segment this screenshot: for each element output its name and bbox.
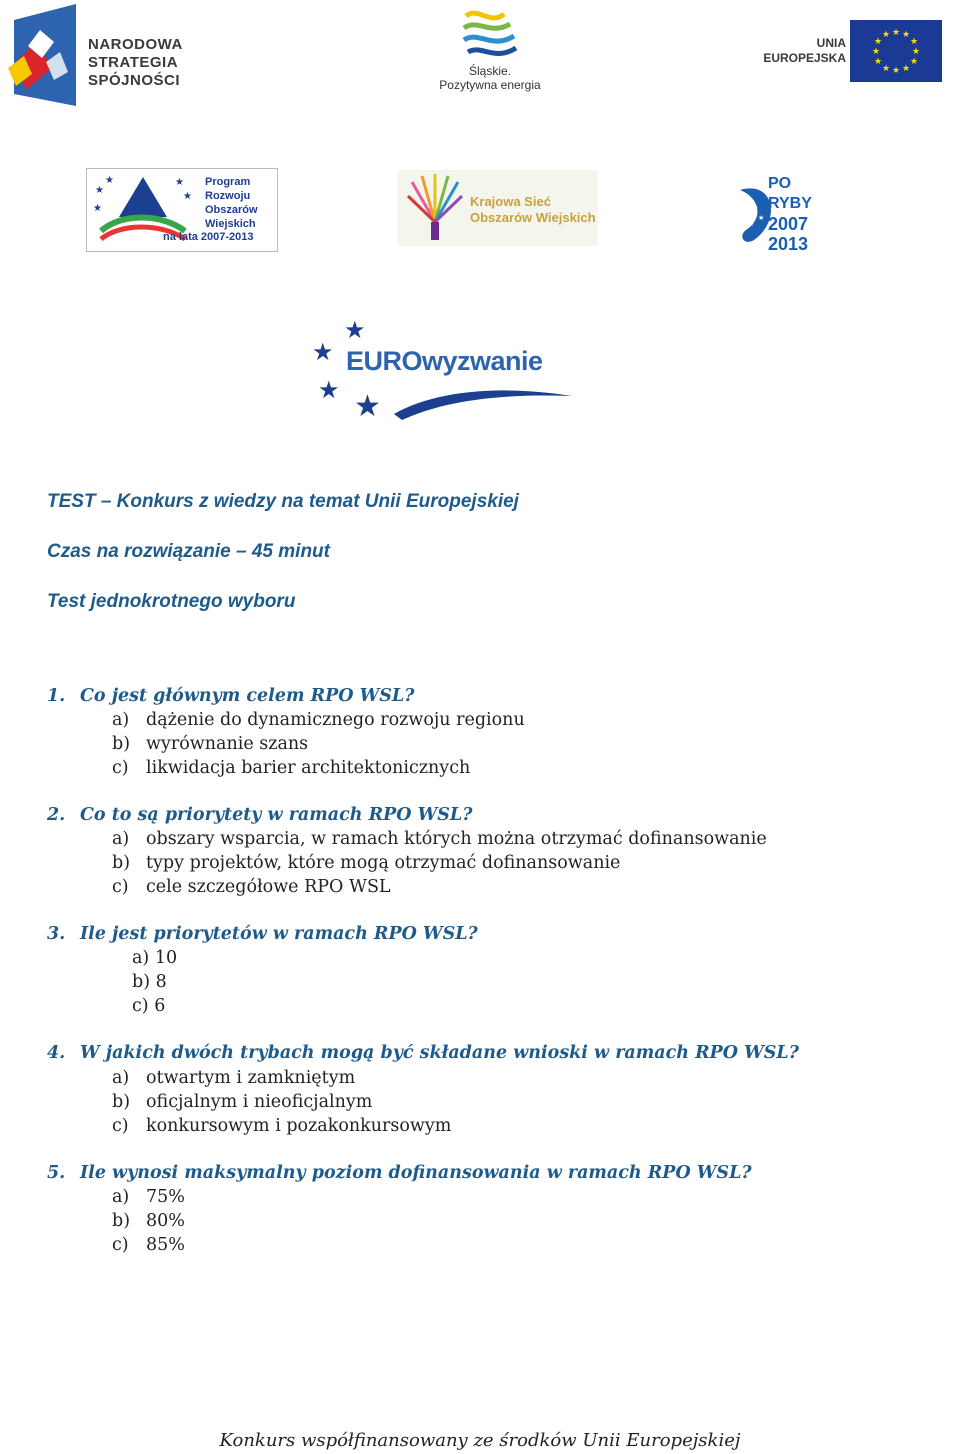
poryby-logo (734, 174, 830, 258)
answer-1a[interactable] (112, 710, 525, 730)
ksow-line2: Obszarów Wiejskich (470, 210, 596, 225)
footer-note: Konkurs współfinansowany ze środków Unii Europejskiej (219, 1430, 741, 1451)
answer-letter: a) (112, 829, 130, 849)
answer-text: oficjalnym i nieoficjalnym (146, 1092, 373, 1112)
question-text: Ile jest priorytetów w ramach RPO WSL? (80, 924, 478, 944)
question-number: 3. (47, 924, 66, 944)
eurowyzwanie-wordmark: EUROwyzwanie (346, 346, 543, 376)
svg-text:★: ★ (871, 47, 881, 57)
question-text: Ile wynosi maksymalny poziom dofinansowania w ramach RPO WSL? (80, 1163, 752, 1183)
svg-text:★: ★ (758, 214, 765, 222)
answer-text: dążenie do dynamicznego rozwoju regionu (146, 710, 525, 730)
eu-logo (760, 20, 944, 84)
svg-text:★: ★ (354, 389, 381, 422)
test-type: Test jednokrotnego wyboru (47, 591, 296, 612)
answer-5b[interactable] (112, 1211, 185, 1231)
svg-text:★: ★ (901, 64, 911, 74)
svg-text:★: ★ (881, 64, 891, 74)
svg-text:★: ★ (318, 376, 340, 404)
question-2 (47, 805, 473, 825)
answer-letter: b) (112, 734, 131, 754)
prow-line3: Obszarów (205, 204, 258, 216)
svg-text:★: ★ (748, 220, 755, 228)
answer-letter: a) (112, 710, 130, 730)
eu-flag-icon (850, 20, 942, 82)
svg-text:★: ★ (344, 316, 366, 344)
answer-4b[interactable] (112, 1092, 372, 1112)
nss-emblem-icon (6, 2, 78, 110)
svg-text:★: ★ (873, 37, 883, 47)
svg-text:★: ★ (891, 66, 901, 76)
ksow-line1: Krajowa Sieć (470, 194, 551, 209)
question-5 (47, 1163, 752, 1183)
answer-text: typy projektów, które mogą otrzymać dofinansowanie (146, 853, 621, 873)
answer-text: 85% (146, 1235, 185, 1255)
question-text: Co jest głównym celem RPO WSL? (80, 686, 415, 706)
prow-line4: Wiejskich (205, 218, 256, 230)
svg-text:★: ★ (873, 57, 883, 67)
slaskie-logo (430, 6, 550, 96)
svg-text:★: ★ (909, 57, 919, 67)
svg-text:★: ★ (183, 191, 192, 202)
eurowyzwanie-logo (310, 316, 580, 422)
svg-text:★: ★ (881, 30, 891, 40)
answer-4a[interactable] (112, 1068, 355, 1088)
answer-5c[interactable] (112, 1235, 185, 1255)
question-number: 2. (47, 805, 66, 825)
question-1 (47, 686, 414, 706)
slaskie-line2: Pozytywna energia (439, 78, 541, 92)
question-number: 4. (47, 1043, 66, 1063)
answer-letter: c) (112, 1235, 129, 1255)
prow-line2: Rozwoju (205, 190, 251, 202)
question-text: Co to są priorytety w ramach RPO WSL? (80, 805, 473, 825)
answer-1c[interactable] (112, 758, 470, 778)
test-title: TEST – Konkurs z wiedzy na temat Unii Europejskiej (47, 491, 519, 512)
question-number: 1. (47, 686, 66, 706)
answer-1b[interactable] (112, 734, 308, 754)
answer-letter: c) (112, 877, 129, 897)
poryby-line1: PO RYBY (768, 175, 812, 212)
nss-line1: NARODOWA (88, 36, 183, 53)
ksow-flower-icon (404, 172, 466, 244)
eu-line2: EUROPEJSKA (763, 51, 846, 65)
eu-line1: UNIA (816, 36, 846, 50)
answer-2b[interactable] (112, 853, 620, 873)
slaskie-waves-icon (460, 6, 520, 64)
answer-3b[interactable]: b) 8 (132, 972, 167, 992)
answer-3c[interactable]: c) 6 (132, 996, 166, 1016)
nss-logo (6, 2, 266, 112)
answer-text: likwidacja barier architektonicznych (146, 758, 471, 778)
answer-text: obszary wsparcia, w ramach których można otrzymać dofinansowanie (146, 829, 767, 849)
svg-text:★: ★ (911, 47, 921, 57)
svg-text:★: ★ (909, 37, 919, 47)
prow-logo (86, 168, 278, 252)
slaskie-line1: Śląskie. (468, 64, 512, 78)
answer-3a[interactable]: a) 10 (132, 948, 178, 968)
svg-text:★: ★ (752, 204, 759, 212)
nss-line2: STRATEGIA SPÓJNOŚCI (88, 54, 181, 89)
svg-text:★: ★ (175, 177, 184, 188)
svg-text:★: ★ (891, 28, 901, 38)
answer-text: wyrównanie szans (146, 734, 309, 754)
answer-text: otwartym i zamkniętym (146, 1068, 356, 1088)
question-text: W jakich dwóch trybach mogą być składane wnioski w ramach RPO WSL? (80, 1043, 799, 1063)
answer-5a[interactable] (112, 1187, 185, 1207)
answer-letter: b) (112, 1092, 131, 1112)
prow-line5: na lata 2007-2013 (163, 231, 254, 243)
poryby-line2: 2007 (768, 214, 809, 234)
answer-2a[interactable] (112, 829, 767, 849)
answer-text: konkursowym i pozakonkursowym (146, 1116, 452, 1136)
poryby-line3: 2013 (768, 234, 809, 254)
svg-text:★: ★ (105, 175, 114, 186)
answer-letter: a) (112, 1187, 130, 1207)
answer-letter: b) (112, 1211, 131, 1231)
answer-4c[interactable] (112, 1116, 451, 1136)
answer-letter: a) (112, 1068, 130, 1088)
answer-2c[interactable] (112, 877, 391, 897)
ksow-logo (398, 170, 598, 246)
answer-letter: b) (112, 853, 131, 873)
svg-text:★: ★ (901, 30, 911, 40)
question-3 (47, 924, 478, 944)
svg-text:★: ★ (95, 185, 104, 196)
answer-text: cele szczegółowe RPO WSL (146, 877, 391, 897)
answer-letter: c) (112, 758, 129, 778)
answer-text: 80% (146, 1211, 185, 1231)
time-limit: Czas na rozwiązanie – 45 minut (47, 541, 330, 562)
prow-line1: Program (205, 176, 251, 188)
question-4 (47, 1043, 799, 1063)
svg-text:★: ★ (93, 203, 102, 214)
answer-text: 75% (146, 1187, 185, 1207)
answer-letter: c) (112, 1116, 129, 1136)
question-number: 5. (47, 1163, 66, 1183)
svg-text:★: ★ (312, 338, 334, 366)
